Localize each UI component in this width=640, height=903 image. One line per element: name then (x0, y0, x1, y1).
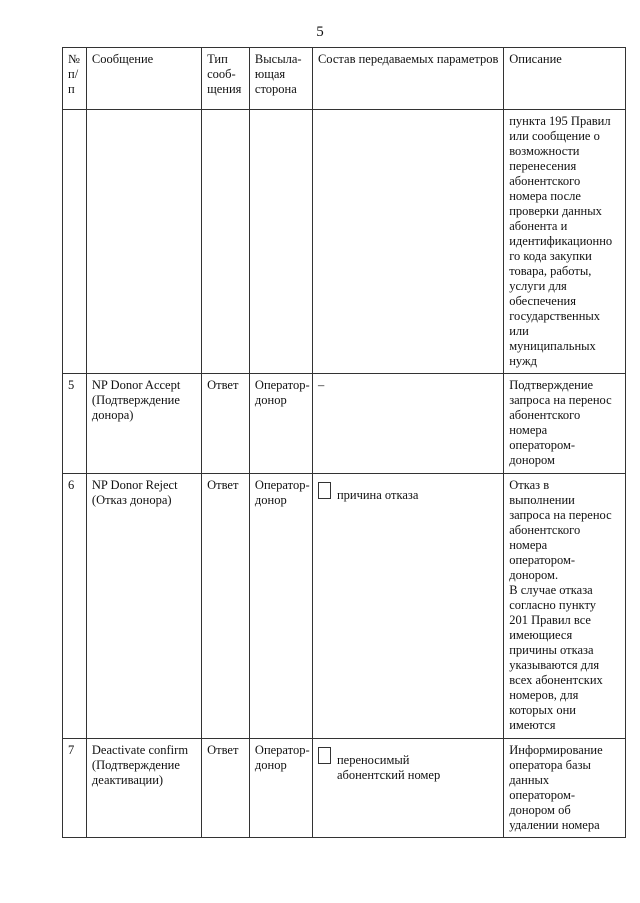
table-row (63, 474, 626, 739)
header-sender: Высыла-ющая сторона (249, 48, 312, 110)
table-row (63, 374, 626, 474)
header-description: Описание (504, 48, 626, 110)
cell-num: 5 (63, 374, 87, 474)
cell-message: NP Donor Reject (Отказ донора) (86, 474, 201, 739)
cell-description: Отказ в выполнении запроса на перенос абонентского номера оператором- донором. В случае отказа согласно пункту 201 Правил все имеющиеся причины отказа указываются для всех абонентских номеров, для которых они имеются (504, 474, 626, 739)
header-num: № п/п (63, 48, 87, 110)
cell-message (86, 110, 201, 374)
cell-sender: Оператор- донор (249, 739, 312, 838)
param-text: причина отказа (336, 488, 419, 502)
cell-description: Подтверждение запроса на перенос абонентского номера оператором- донором (504, 374, 626, 474)
cell-description: пункта 195 Правил или сообщение о возможности перенесения абонентского номера после проверки данных абонента и идентификационно го кода закупки товара, работы, услуги для обеспечения государственных или муниципальных нужд (504, 110, 626, 374)
cell-type: Ответ (202, 474, 250, 739)
cell-type: Ответ (202, 739, 250, 838)
header-message: Сообщение (86, 48, 201, 110)
cell-message: NP Donor Accept (Подтверждение донора) (86, 374, 201, 474)
table-row (63, 739, 626, 838)
cell-type (202, 110, 250, 374)
cell-num: 6 (63, 474, 87, 739)
cell-type: Ответ (202, 374, 250, 474)
table-header-row (63, 48, 626, 110)
cell-params (312, 739, 503, 838)
cell-description: Информирование оператора базы данных оператором- донором об удалении номера (504, 739, 626, 838)
cell-sender: Оператор- донор (249, 474, 312, 739)
table-row (63, 110, 626, 374)
header-params: Состав передаваемых параметров (312, 48, 503, 110)
cell-sender (249, 110, 312, 374)
cell-params (312, 474, 503, 739)
messages-table (62, 47, 626, 838)
cell-params (312, 110, 503, 374)
cell-num: 7 (63, 739, 87, 838)
cell-num (63, 110, 87, 374)
page-number: 5 (316, 24, 324, 40)
cell-params: – (312, 374, 503, 474)
cell-message: Deactivate confirm (Подтверждение деактивации) (86, 739, 201, 838)
header-type: Тип сооб-щения (202, 48, 250, 110)
param-text: переносимый абонентский номер (336, 753, 441, 782)
cell-sender: Оператор- донор (249, 374, 312, 474)
checkbox-icon (318, 482, 331, 499)
checkbox-icon (318, 747, 331, 764)
